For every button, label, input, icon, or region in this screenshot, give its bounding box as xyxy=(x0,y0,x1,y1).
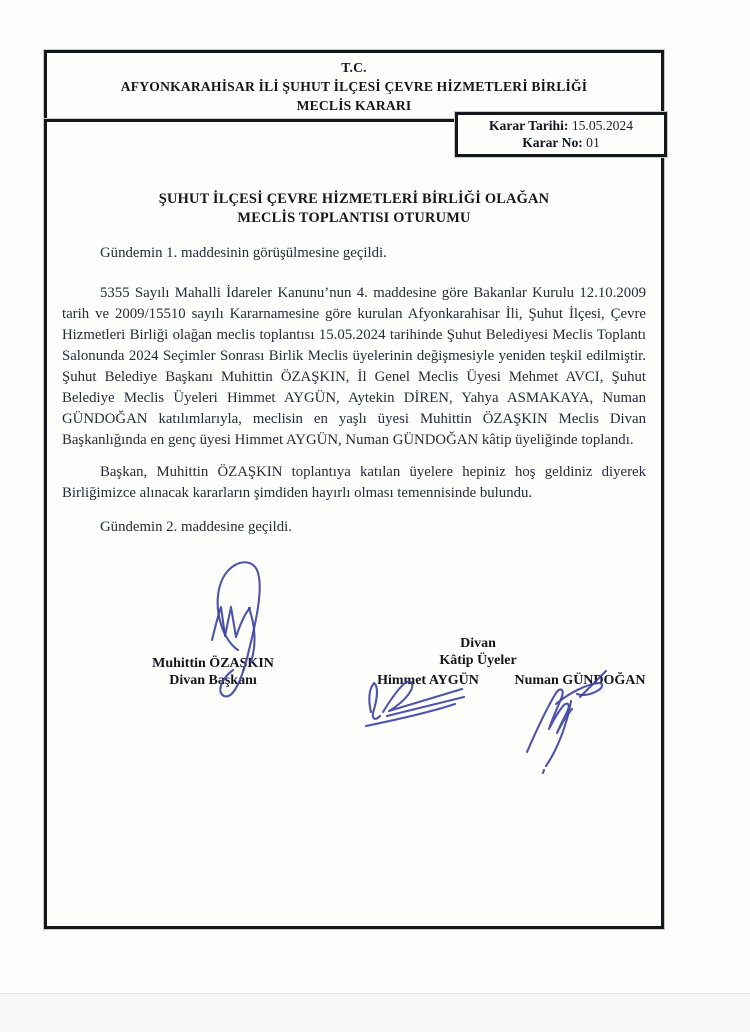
clerk2-name: Numan GÜNDOĞAN xyxy=(514,673,646,688)
scan-edge-strip xyxy=(0,994,750,1032)
chairman-title: Divan Başkanı xyxy=(169,673,257,688)
signature-block-clerks-header xyxy=(398,635,558,669)
clerks-header-line1: Divan xyxy=(460,636,496,651)
decision-date-value: 15.05.2024 xyxy=(571,118,633,133)
document-title-line1: ŞUHUT İLÇESİ ÇEVRE HİZMETLERİ BİRLİĞİ OLAĞAN xyxy=(158,191,550,207)
document-title-line2: MECLİS TOPLANTISI OTURUMU xyxy=(237,210,471,226)
document-title xyxy=(62,190,646,228)
letterhead-organization: AFYONKARAHİSAR İLİ ŞUHUT İLÇESİ ÇEVRE HİZMETLERİ BİRLİĞİ xyxy=(120,79,588,94)
letterhead-tc: T.C. xyxy=(341,60,367,75)
chairman-name: Muhittin ÖZAŞKIN xyxy=(152,656,274,671)
signature-block-chairman xyxy=(118,655,308,689)
agenda-item-2: Gündemin 2. maddesine geçildi. xyxy=(100,519,292,535)
decision-no-value: 01 xyxy=(586,135,600,150)
decision-no-row xyxy=(462,134,660,151)
decision-date-row xyxy=(462,117,660,134)
clerk1-name: Himmet AYGÜN xyxy=(377,673,479,688)
paragraph-meeting-formation: 5355 Sayılı Mahalli İdareler Kanunu’nun 4. maddesine göre Bakanlar Kurulu 12.10.2009 tarih ve 2009/15510 sayılı Kararnamesine göre kurulan Afyonkarahisar İli, Şuhut İlçesi, Çevre Hizmetleri Birliği olağan meclis toplantısı 15.05.2024 tarihinde Şuhut Belediyesi Meclis Toplantı Salonunda 2024 Seçimler Sonrası Birlik Meclis üyelerinin değişmesiyle yeniden teşkil edilmiştir. Şuhut Belediye Başkanı Muhittin ÖZAŞKIN, İl Genel Meclis Üyesi Mehmet AVCI, Şuhut Belediye Meclis Üyeleri Himmet AYGÜN, Aytekin DİREN, Yahya ASMAKAYA, Numan GÜNDOĞAN katılımlarıyla, meclisin en yaşlı üyesi Muhittin ÖZAŞKIN Meclis Divan Başkanlığında en genç üyesi Himmet AYGÜN, Numan GÜNDOĞAN kâtip üyeliğinde toplandı. xyxy=(62,285,646,448)
letterhead-doc-type: MECLİS KARARI xyxy=(296,98,412,113)
paragraph-welcome: Başkan, Muhittin ÖZAŞKIN toplantıya katılan üyelere hepiniz hoş geldiniz diyerek Birliğimizce alınacak kararların şimdiden hayırlı olması temennisinde bulundu. xyxy=(62,464,646,501)
decision-no-label: Karar No: xyxy=(522,135,583,150)
agenda-item-1: Gündemin 1. maddesinin görüşülmesine geçildi. xyxy=(100,245,387,261)
decision-info-box xyxy=(455,112,667,157)
decision-date-label: Karar Tarihi: xyxy=(488,118,569,133)
document-body-box xyxy=(44,119,664,929)
clerks-header-line2: Kâtip Üyeler xyxy=(439,653,517,668)
